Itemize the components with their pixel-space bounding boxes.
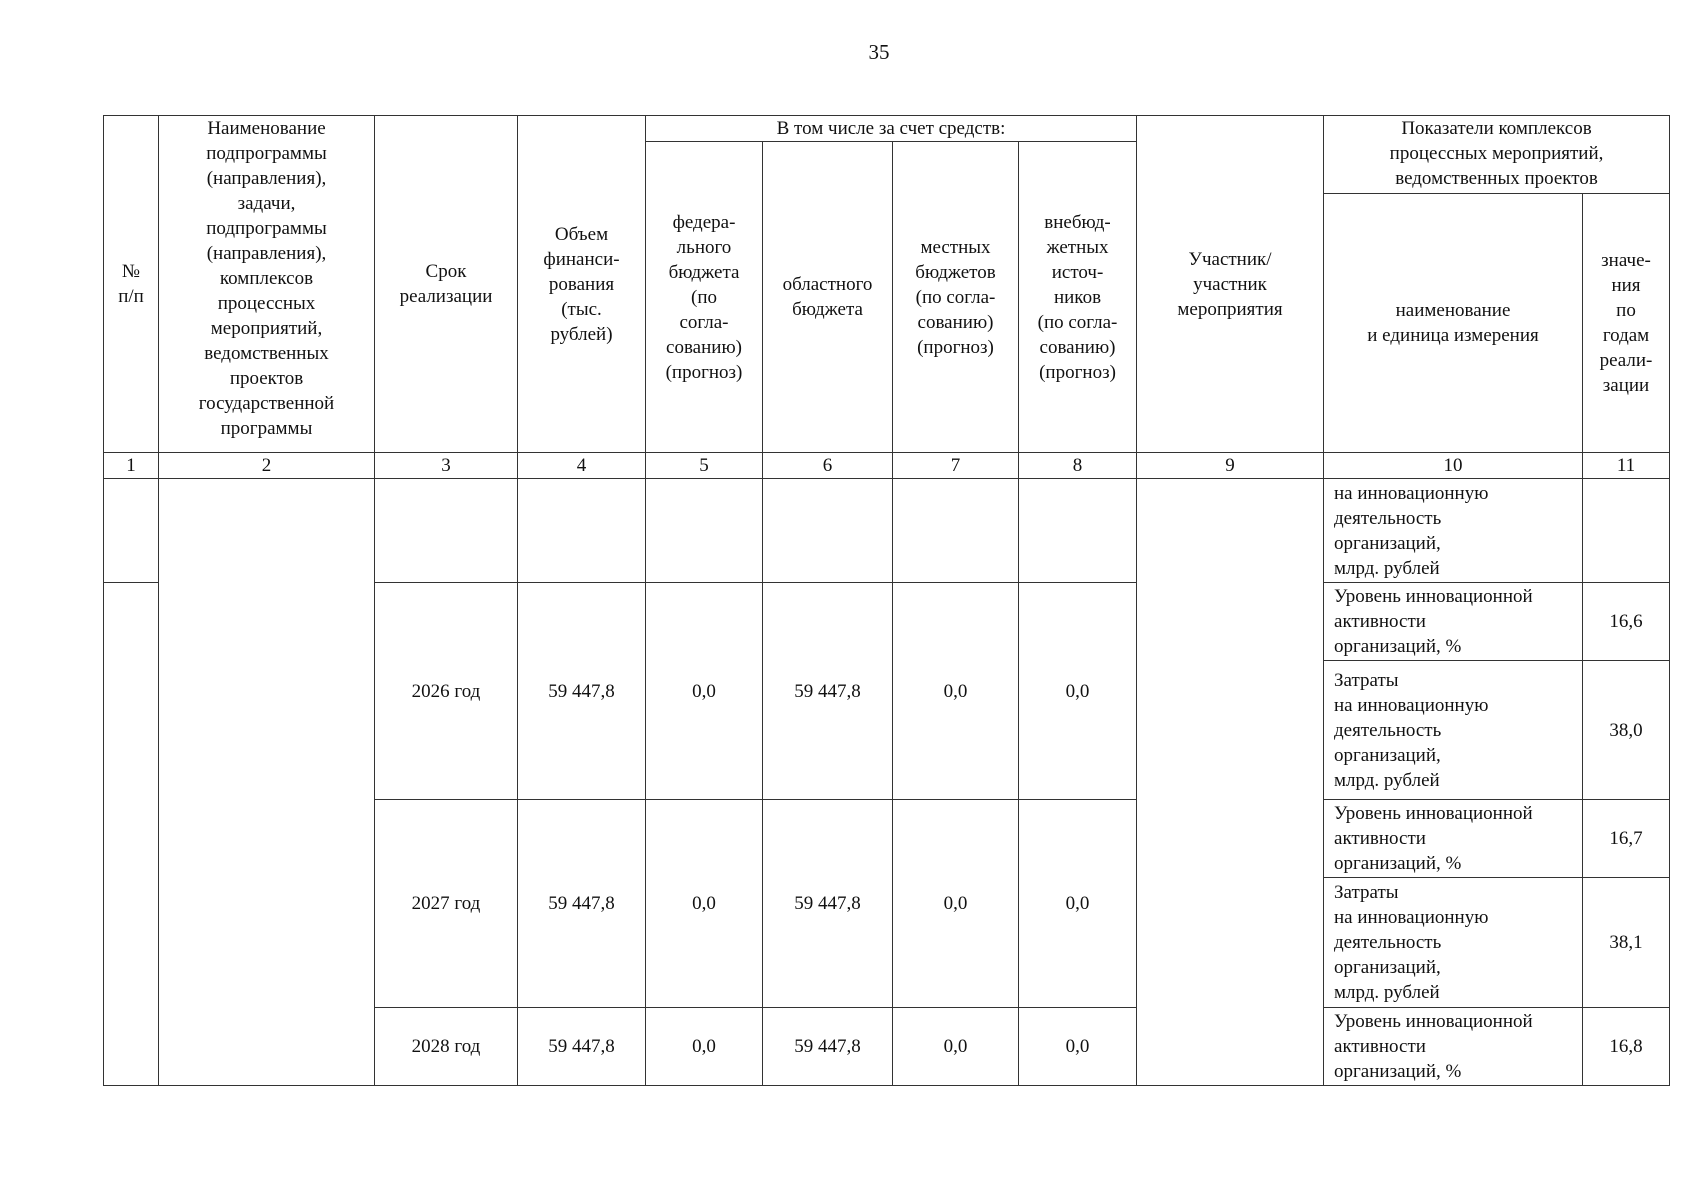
header-federal: федера- льного бюджета (по согла- сованию) (прогноз) [646,142,763,453]
year-federal: 0,0 [646,800,763,1008]
year-offbudget: 0,0 [1019,583,1137,800]
page-number: 35 [868,40,890,64]
year-volume: 59 447,8 [518,1008,646,1086]
indicator-name: Затраты на инновационную деятельность организаций, млрд. рублей [1324,661,1583,800]
indicator-value: 38,1 [1583,878,1670,1008]
header-row-1 [104,116,1670,142]
column-number: 7 [893,453,1019,479]
column-number: 4 [518,453,646,479]
indicator-name: Затраты на инновационную деятельность организаций, млрд. рублей [1324,878,1583,1008]
cell-num-empty [104,583,159,1086]
indicator-name: Уровень инновационной активности организаций, % [1324,1008,1583,1086]
year-term: 2026 год [375,583,518,800]
cell-empty [518,479,646,583]
header-term: Срок реализации [375,116,518,453]
cell-empty [375,479,518,583]
year-regional: 59 447,8 [763,1008,893,1086]
cell-name-empty [159,479,375,1086]
column-number: 11 [1583,453,1670,479]
cell-empty [1019,479,1137,583]
year-term: 2027 год [375,800,518,1008]
year-volume: 59 447,8 [518,800,646,1008]
table-row [104,479,1670,583]
indicator-value: 16,7 [1583,800,1670,878]
year-regional: 59 447,8 [763,583,893,800]
header-ind-value: значе- ния по годам реали- зации [1583,194,1670,453]
year-volume: 59 447,8 [518,583,646,800]
year-federal: 0,0 [646,583,763,800]
year-term: 2028 год [375,1008,518,1086]
indicator-value: 38,0 [1583,661,1670,800]
indicator-value-empty [1583,479,1670,583]
header-participant: Участник/ участник мероприятия [1137,116,1324,453]
header-incl-group: В том числе за счет средств: [646,116,1137,142]
header-indicators-group: Показатели комплексов процессных мероприятий, ведомственных проектов [1324,116,1670,194]
header-volume: Объем финанси- рования (тыс. рублей) [518,116,646,453]
indicator-name: Уровень инновационной активности организаций, % [1324,800,1583,878]
header-num: № п/п [104,116,159,453]
year-regional: 59 447,8 [763,800,893,1008]
year-offbudget: 0,0 [1019,1008,1137,1086]
indicator-name: Уровень инновационной активности организаций, % [1324,583,1583,661]
column-number: 9 [1137,453,1324,479]
indicator-value: 16,6 [1583,583,1670,661]
column-number: 10 [1324,453,1583,479]
cell-empty [893,479,1019,583]
cell-empty [763,479,893,583]
column-number: 2 [159,453,375,479]
year-local: 0,0 [893,1008,1019,1086]
year-offbudget: 0,0 [1019,800,1137,1008]
column-number: 8 [1019,453,1137,479]
header-regional: областного бюджета [763,142,893,453]
indicator-value: 16,8 [1583,1008,1670,1086]
cell-participant-empty [1137,479,1324,1086]
header-name: Наименование подпрограммы (направления), задачи, подпрограммы (направления), комплексов процессных мероприятий, ведомственных проектов государственной программы [159,116,375,453]
year-federal: 0,0 [646,1008,763,1086]
indicator-name: на инновационную деятельность организаций, млрд. рублей [1324,479,1583,583]
cell-num-empty [104,479,159,583]
year-local: 0,0 [893,800,1019,1008]
column-number: 6 [763,453,893,479]
program-table [103,115,1670,1086]
column-number: 3 [375,453,518,479]
year-local: 0,0 [893,583,1019,800]
header-offbudget: внебюд- жетных источ- ников (по согла- сованию) (прогноз) [1019,142,1137,453]
column-number: 1 [104,453,159,479]
header-local: местных бюджетов (по согла- сованию) (прогноз) [893,142,1019,453]
cell-empty [646,479,763,583]
header-ind-name: наименование и единица измерения [1324,194,1583,453]
column-numbers-row [104,453,1670,479]
column-number: 5 [646,453,763,479]
